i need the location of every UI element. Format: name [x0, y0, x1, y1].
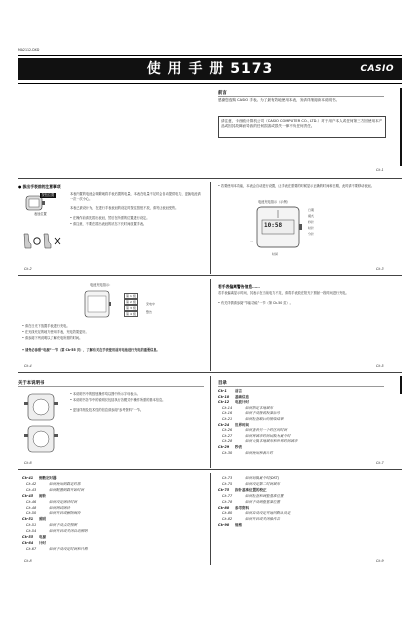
toc-page-ref: Ck-51 [26, 523, 37, 528]
toc-item-title: 指针基准位置的校正 [235, 487, 267, 492]
page-number: Ck-9 [376, 559, 384, 563]
toc-item-title: 如何指定本地城市 [245, 405, 273, 410]
toc-page-ref: Ck-55 [22, 535, 34, 540]
ng-cross-icon [58, 238, 59, 239]
power-diagram-label: 电池充电指示： [90, 283, 113, 287]
toc-item-title: 世界时间 [235, 422, 249, 427]
row-divider-4 [18, 469, 402, 470]
toc-item-title: 如何将城市时间切换为夏令时 [245, 433, 291, 438]
toc-item-title: 如何设定第二时间城市 [245, 481, 280, 486]
toc-page-ref: Ck-27 [222, 433, 233, 438]
toc-page-ref: Ck-24 [218, 422, 230, 427]
toc-page-ref: Ck-54 [26, 529, 37, 534]
toc-page-ref: Ck-77 [222, 493, 233, 498]
toc-page-ref: Ck-50 [26, 511, 37, 516]
power-right-heading: 若手表偏离警告信息…… [218, 284, 260, 289]
toc-item-title: 如何手动设定时间和日期 [49, 546, 88, 551]
page-number: Ck-1 [376, 168, 384, 172]
toc-item-title: 如何开启或关闭操作音 [245, 517, 280, 522]
power-bullet: • 在光线充足的地方使用手表，充电效果更好。 [22, 330, 89, 334]
toc-page-ref: Ck-80 [222, 511, 233, 516]
diagram-label: 时针 [308, 226, 315, 230]
toc-item-title: 如何开启或关闭自动照明 [49, 529, 88, 534]
toc-page-ref: Ck-64 [22, 540, 34, 545]
intro-note: 请注意，卡西欧计算机公司（CASIO COMPUTER CO., LTD.）对于用户本人或任何第三方因使用本产品或因其故障而导致的任何损害或损失一律不负任何责任。 [221, 119, 383, 128]
toc-item-title: 规格 [235, 523, 242, 528]
diagram-label: 一 [250, 240, 254, 244]
toc-list [218, 389, 388, 456]
toc-page-ref: Ck-90 [218, 523, 230, 528]
toc-page-ref: Ck-14 [222, 405, 233, 410]
crown-text-2: 本表已被设计为，在进行手表表冠的设定时按住按钮不放，请勿让表冠受伤。 [70, 206, 179, 210]
toc-item-title: 照明 [39, 517, 46, 522]
page-edge-tab [400, 376, 402, 394]
power-important-note: • 请务必参照“电源”一节（第 Ck-55 页），了解有关在手表使用前对电池进行充电的重要信息。 [22, 348, 160, 352]
toc-page-ref: Ck-10 [218, 394, 230, 399]
toc-page-ref: Ck-75 [218, 487, 230, 492]
row-divider-1 [18, 178, 402, 179]
about-heading: 关于本说明书 [18, 381, 45, 386]
crown-bullet-2: • 请注意，不要在拔出表冠的状态下长时间放置手表。 [70, 222, 147, 226]
page-number: Ck-3 [376, 267, 384, 271]
page-title: 使 用 手 册 5173 [146, 61, 274, 77]
about-bullet: • 本说明书中的按钮操作均以图中所示字母表示。 [70, 392, 140, 396]
column-divider-4 [210, 473, 211, 565]
toc-page-ref: Ck-41 [22, 476, 34, 480]
toc-item-title: 电源 [39, 535, 46, 540]
toc-page-ref: Ck-28 [222, 439, 233, 444]
crown-right-text: • 若要使用本功能，本表会自动进行设置，让手表在需要的时候显示正确的时间和日期，此时请不要移动表冠。 [218, 184, 374, 188]
intro-note-box [218, 116, 386, 138]
diagram-label: 秒针 [308, 220, 315, 224]
toc-item-title: 如何手动调整基准位置 [245, 499, 280, 504]
toc-page-ref: Ck-43 [26, 487, 37, 492]
toc-page-ref: Ck-73 [222, 476, 233, 480]
crown-position-label: 表冠位置 [34, 212, 47, 216]
power-level: 第 1 级 [126, 294, 136, 298]
power-level: 第 4 级 [126, 312, 136, 316]
power-level: 第 2 级 [126, 300, 136, 304]
toc-page-ref: Ck-30 [222, 450, 233, 455]
about-watch-diagrams [24, 392, 58, 456]
ok-circle-icon [35, 238, 36, 239]
toc-item-title: 倒数定时器 [39, 476, 57, 480]
column-divider-1 [210, 182, 211, 274]
column-divider-2 [210, 279, 211, 371]
watch-face-icon [84, 290, 112, 320]
toc-item-title: 如何切换夏令时(DST) [245, 476, 280, 480]
toc-page-ref: Ck-21 [222, 416, 233, 421]
diagram-label: 日期 [308, 208, 315, 212]
toc-list [218, 476, 388, 529]
crown-bullet-1: • 在操作前请先拔出表冠，然后在所需的位置进行设定。 [70, 216, 150, 220]
toc-heading: 目录 [218, 381, 227, 386]
toc-item-title: 如何检查最后的接收结果 [245, 416, 284, 421]
toc-page-ref: Ck-75 [222, 481, 233, 486]
toc-page-ref: Ck-45 [22, 493, 34, 498]
page-number: Ck-6 [24, 461, 32, 465]
toc-page-ref: Ck-78 [222, 499, 233, 504]
toc-page-ref: Ck-42 [26, 481, 37, 486]
toc-page-ref: Ck-48 [26, 505, 37, 510]
page-number: Ck-4 [24, 364, 32, 368]
crown-ok-ng-diagram [22, 232, 62, 250]
button-position-label: 按钮位置 [41, 193, 55, 197]
toc-page-ref: Ck-29 [218, 444, 230, 449]
about-bullet: • 本说明书各节中的说明仅包括执行各模式中操作所需的基本信息。 [70, 398, 166, 402]
page-number: Ck-7 [376, 461, 384, 465]
toc-item-title: 如何检查和调整基准位置 [245, 493, 284, 498]
about-bullet: • 更加详细及技术性的信息请参阅“参考资料”一节。 [70, 408, 144, 412]
intro-heading-rule [218, 96, 384, 97]
toc-item-title: 参考资料 [235, 505, 249, 510]
brand-logo: CASIO [360, 64, 394, 74]
power-side-label: 警告 [146, 310, 153, 314]
toc-item-title: 如何使用秒表计时 [245, 450, 273, 455]
page-number: Ck-8 [24, 559, 32, 563]
header-rule-top [18, 55, 402, 56]
toc-item-title: 如何手动点亮照明 [49, 523, 77, 528]
toc-item-title: 前言 [235, 389, 242, 393]
toc-item-title: 秒表 [235, 444, 242, 449]
crown-text-1: 本表内置的电池会频繁地将手表后置的电量，本表在电量不足时会自动提供电力，更换电池请一次一次小心。 [70, 192, 201, 201]
power-bullet: • 请在日光下放置手表进行充电。 [22, 324, 70, 328]
toc-item [218, 523, 388, 529]
page-edge-tab [400, 88, 402, 166]
toc-heading-rule [218, 386, 384, 387]
toc-item-title: 如何开启或解除闹铃 [49, 511, 81, 516]
intro-text: 感谢您选购 CASIO 手表。为了最有效地使用本表，务请详细阅读本说明书。 [218, 98, 340, 102]
diagram-label: 时间 [272, 252, 279, 256]
model-code: MA2112-DXD [18, 48, 40, 52]
toc-item-title: 如何自动设定并返回默认设定 [245, 511, 291, 516]
header-rule-bottom [18, 83, 402, 84]
power-level: 第 3 级 [126, 306, 136, 310]
page-number: Ck-2 [24, 267, 32, 271]
column-divider-3 [210, 376, 211, 468]
toc-item-title: 计时 [39, 540, 46, 545]
power-watch-diagram [84, 290, 112, 320]
intro-heading: 前言 [218, 91, 227, 96]
toc-item-title: 如何手动接收校准信号 [245, 411, 280, 416]
toc-item-title: 如何测试闹铃 [49, 505, 70, 510]
diagram-label: 模式 [308, 214, 315, 218]
power-right-text: 若手表偏离显示时间，其表示在当前电力不足，请将手表放在阳光下照射一段时间进行充电。 [218, 291, 349, 295]
title-banner [18, 58, 402, 80]
toc-item-title: 如何查看另一个时区的时间 [245, 428, 287, 433]
toc-page-ref: Ck-82 [222, 517, 233, 522]
power-bullet: • 请参阅下列说明以了解充电所需的时间。 [22, 336, 83, 340]
toc-item-title: 如何交换本地城市和世界时间城市 [245, 439, 298, 444]
toc-page-ref: Ck-67 [26, 546, 37, 551]
toc-page-ref: Ck-16 [222, 411, 233, 416]
row-divider-3 [18, 372, 402, 373]
row-divider-2 [18, 275, 402, 276]
toc-item [218, 451, 388, 457]
lcd-time: 10:58 [264, 222, 283, 229]
diagram-label: 分针 [308, 232, 315, 236]
toc-page-ref: Ck-26 [222, 428, 233, 433]
crown-heading: ● 拔出手表前的注意事项 [18, 184, 61, 189]
toc-page-ref: Ck-46 [26, 499, 37, 504]
toc-list [22, 476, 202, 553]
toc-item-title: 如何配置倒数开始时间 [49, 487, 84, 492]
toc-item-title: 如何设定闹铃时间 [49, 499, 77, 504]
power-side-label: 充电中 [146, 302, 156, 306]
toc-page-ref: Ck-51 [22, 517, 34, 522]
watch-face-icon [34, 400, 35, 401]
toc-item-title: 基础信息 [235, 394, 249, 399]
toc-page-ref: Ck-80 [218, 505, 230, 510]
toc-item-title: 电波计时 [235, 400, 249, 405]
toc-page-ref: Ck-12 [218, 400, 230, 405]
toc-item-title: 如何使用倒数定时器 [49, 481, 81, 486]
toc-item-title: 闹铃 [39, 493, 46, 498]
toc-item [22, 547, 202, 553]
page-number: Ck-5 [376, 364, 384, 368]
toc-page-ref: Ck-1 [218, 389, 227, 393]
power-right-bullet: • 有关详情请参阅“节能功能”一节（第 Ck-50 页）。 [218, 301, 293, 305]
about-heading-rule [18, 386, 204, 387]
diagram-title: 电池充电指示（示例） [258, 200, 290, 204]
